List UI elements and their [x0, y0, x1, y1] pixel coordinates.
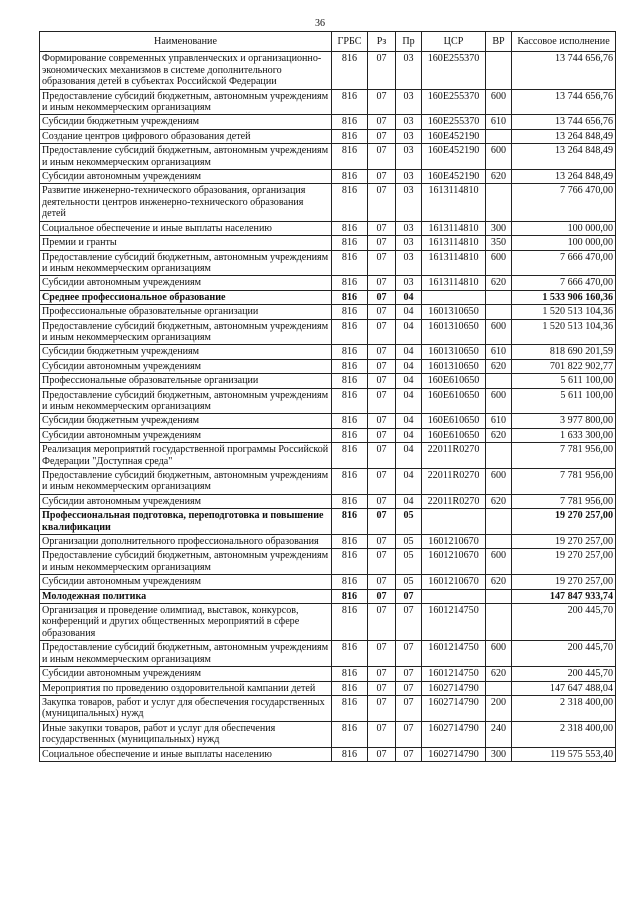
cell-csr: 160E610650: [422, 414, 486, 428]
cell-amount: 200 445,70: [512, 604, 616, 641]
cell-csr: 160E610650: [422, 388, 486, 414]
cell-csr: 1613114810: [422, 184, 486, 221]
cell-rz: 07: [368, 129, 396, 143]
cell-vr: 600: [486, 250, 512, 276]
cell-csr: 160E610650: [422, 374, 486, 388]
cell-amount: 19 270 257,00: [512, 549, 616, 575]
cell-csr: 1602714790: [422, 747, 486, 761]
header-pr: Пр: [396, 32, 422, 52]
cell-amount: 13 744 656,76: [512, 115, 616, 129]
cell-csr: 1601310650: [422, 319, 486, 345]
cell-name: Субсидии бюджетным учреждениям: [40, 115, 332, 129]
table-row: [40, 89, 616, 115]
table-row: [40, 52, 616, 89]
table-row: [40, 443, 616, 469]
cell-pr: 04: [396, 290, 422, 304]
cell-pr: 03: [396, 115, 422, 129]
cell-rz: 07: [368, 443, 396, 469]
cell-name: Субсидии автономным учреждениям: [40, 494, 332, 508]
cell-rz: 07: [368, 681, 396, 695]
table-row: [40, 604, 616, 641]
cell-grbs: 816: [332, 428, 368, 442]
cell-pr: 07: [396, 695, 422, 721]
cell-name: Организации дополнительного профессионального образования: [40, 535, 332, 549]
cell-name: Предоставление субсидий бюджетным, автономным учреждениям и иным некоммерческим организациям: [40, 319, 332, 345]
cell-grbs: 816: [332, 52, 368, 89]
cell-grbs: 816: [332, 443, 368, 469]
cell-rz: 07: [368, 549, 396, 575]
cell-pr: 03: [396, 52, 422, 89]
header-grbs: ГРБС: [332, 32, 368, 52]
table-row: [40, 575, 616, 589]
cell-grbs: 816: [332, 170, 368, 184]
cell-grbs: 816: [332, 535, 368, 549]
cell-name: Иные закупки товаров, работ и услуг для обеспечения государственных (муниципальных) нужд: [40, 721, 332, 747]
cell-grbs: 816: [332, 305, 368, 319]
cell-amount: 200 445,70: [512, 667, 616, 681]
cell-amount: 119 575 553,40: [512, 747, 616, 761]
cell-pr: 04: [396, 414, 422, 428]
cell-vr: [486, 509, 512, 535]
cell-grbs: 816: [332, 221, 368, 235]
table-row: [40, 641, 616, 667]
cell-grbs: 816: [332, 144, 368, 170]
cell-pr: 03: [396, 144, 422, 170]
cell-vr: 610: [486, 414, 512, 428]
cell-name: Профессиональные образовательные организации: [40, 374, 332, 388]
cell-pr: 05: [396, 575, 422, 589]
cell-csr: 160E452190: [422, 170, 486, 184]
page-number: 36: [315, 18, 325, 29]
cell-vr: 200: [486, 695, 512, 721]
cell-amount: 7 666 470,00: [512, 276, 616, 290]
cell-pr: 04: [396, 359, 422, 373]
table-row: [40, 345, 616, 359]
cell-rz: 07: [368, 290, 396, 304]
cell-amount: 19 270 257,00: [512, 509, 616, 535]
table-row: [40, 681, 616, 695]
cell-csr: 160E452190: [422, 129, 486, 143]
cell-csr: 1613114810: [422, 250, 486, 276]
cell-grbs: 816: [332, 129, 368, 143]
cell-pr: 03: [396, 221, 422, 235]
table-row: [40, 170, 616, 184]
cell-amount: 2 318 400,00: [512, 695, 616, 721]
cell-csr: 1602714790: [422, 681, 486, 695]
cell-amount: 818 690 201,59: [512, 345, 616, 359]
cell-grbs: 816: [332, 388, 368, 414]
cell-pr: 03: [396, 184, 422, 221]
cell-name: Развитие инженерно-технического образования, организация деятельности центров инженерно-технического образования детей: [40, 184, 332, 221]
cell-amount: 147 847 933,74: [512, 589, 616, 603]
cell-grbs: 816: [332, 509, 368, 535]
header-vr: ВР: [486, 32, 512, 52]
budget-table: [39, 31, 616, 762]
table-row: [40, 414, 616, 428]
table-header-row: [40, 32, 616, 52]
table-row: [40, 359, 616, 373]
cell-csr: 1601210670: [422, 535, 486, 549]
cell-rz: 07: [368, 144, 396, 170]
cell-name: Среднее профессиональное образование: [40, 290, 332, 304]
cell-vr: 620: [486, 494, 512, 508]
cell-grbs: 816: [332, 184, 368, 221]
cell-amount: 5 611 100,00: [512, 388, 616, 414]
cell-pr: 03: [396, 250, 422, 276]
header-rz: Рз: [368, 32, 396, 52]
cell-rz: 07: [368, 589, 396, 603]
cell-vr: 620: [486, 575, 512, 589]
table-row: [40, 184, 616, 221]
cell-rz: 07: [368, 388, 396, 414]
table-row: [40, 509, 616, 535]
cell-name: Социальное обеспечение и иные выплаты населению: [40, 221, 332, 235]
cell-grbs: 816: [332, 236, 368, 250]
cell-amount: 200 445,70: [512, 641, 616, 667]
cell-name: Профессиональные образовательные организации: [40, 305, 332, 319]
cell-rz: 07: [368, 469, 396, 495]
cell-grbs: 816: [332, 494, 368, 508]
cell-amount: 7 781 956,00: [512, 443, 616, 469]
cell-rz: 07: [368, 641, 396, 667]
cell-name: Субсидии бюджетным учреждениям: [40, 414, 332, 428]
cell-pr: 03: [396, 236, 422, 250]
cell-grbs: 816: [332, 641, 368, 667]
cell-name: Мероприятия по проведению оздоровительной кампании детей: [40, 681, 332, 695]
cell-name: Субсидии автономным учреждениям: [40, 428, 332, 442]
cell-grbs: 816: [332, 290, 368, 304]
cell-grbs: 816: [332, 374, 368, 388]
cell-name: Создание центров цифрового образования детей: [40, 129, 332, 143]
cell-name: Социальное обеспечение и иные выплаты населению: [40, 747, 332, 761]
table-row: [40, 305, 616, 319]
cell-name: Предоставление субсидий бюджетным, автономным учреждениям и иным некоммерческим организациям: [40, 469, 332, 495]
cell-pr: 04: [396, 443, 422, 469]
cell-vr: [486, 535, 512, 549]
cell-name: Субсидии бюджетным учреждениям: [40, 345, 332, 359]
cell-vr: 620: [486, 667, 512, 681]
cell-vr: [486, 443, 512, 469]
cell-grbs: 816: [332, 89, 368, 115]
cell-rz: 07: [368, 250, 396, 276]
cell-amount: 1 520 513 104,36: [512, 305, 616, 319]
cell-pr: 04: [396, 428, 422, 442]
cell-vr: [486, 604, 512, 641]
cell-vr: 600: [486, 89, 512, 115]
cell-rz: 07: [368, 359, 396, 373]
cell-rz: 07: [368, 305, 396, 319]
cell-vr: [486, 374, 512, 388]
table-row: [40, 250, 616, 276]
header-name: Наименование: [40, 32, 332, 52]
cell-amount: 2 318 400,00: [512, 721, 616, 747]
cell-vr: 350: [486, 236, 512, 250]
cell-grbs: 816: [332, 115, 368, 129]
cell-rz: 07: [368, 221, 396, 235]
cell-name: Закупка товаров, работ и услуг для обеспечения государственных (муниципальных) нужд: [40, 695, 332, 721]
cell-grbs: 816: [332, 589, 368, 603]
cell-rz: 07: [368, 52, 396, 89]
cell-vr: [486, 681, 512, 695]
cell-grbs: 816: [332, 319, 368, 345]
cell-grbs: 816: [332, 469, 368, 495]
table-row: [40, 549, 616, 575]
cell-rz: 07: [368, 184, 396, 221]
cell-pr: 04: [396, 388, 422, 414]
cell-amount: 7 766 470,00: [512, 184, 616, 221]
cell-name: Предоставление субсидий бюджетным, автономным учреждениям и иным некоммерческим организациям: [40, 89, 332, 115]
table-row: [40, 115, 616, 129]
table-row: [40, 290, 616, 304]
cell-amount: 1 533 906 160,36: [512, 290, 616, 304]
cell-amount: 13 264 848,49: [512, 129, 616, 143]
cell-vr: 600: [486, 388, 512, 414]
cell-pr: 07: [396, 641, 422, 667]
cell-pr: 04: [396, 374, 422, 388]
cell-vr: 620: [486, 170, 512, 184]
cell-amount: 19 270 257,00: [512, 535, 616, 549]
cell-rz: 07: [368, 170, 396, 184]
cell-amount: 100 000,00: [512, 236, 616, 250]
cell-csr: 1613114810: [422, 236, 486, 250]
cell-grbs: 816: [332, 549, 368, 575]
cell-name: Субсидии автономным учреждениям: [40, 575, 332, 589]
cell-vr: 300: [486, 221, 512, 235]
cell-vr: [486, 290, 512, 304]
cell-pr: 07: [396, 667, 422, 681]
cell-pr: 07: [396, 589, 422, 603]
cell-pr: 07: [396, 721, 422, 747]
cell-amount: 1 520 513 104,36: [512, 319, 616, 345]
cell-csr: 1613114810: [422, 276, 486, 290]
cell-pr: 05: [396, 509, 422, 535]
cell-amount: 701 822 902,77: [512, 359, 616, 373]
cell-csr: 1601310650: [422, 305, 486, 319]
cell-name: Организация и проведение олимпиад, выставок, конкурсов, конференций и других общественных мероприятий в сфере образования: [40, 604, 332, 641]
cell-name: Профессиональная подготовка, переподготовка и повышение квалификации: [40, 509, 332, 535]
header-amount: Кассовое исполнение: [512, 32, 616, 52]
table-body: [40, 52, 616, 762]
cell-rz: 07: [368, 345, 396, 359]
cell-grbs: 816: [332, 604, 368, 641]
cell-pr: 07: [396, 604, 422, 641]
cell-amount: 1 633 300,00: [512, 428, 616, 442]
cell-pr: 04: [396, 469, 422, 495]
cell-grbs: 816: [332, 575, 368, 589]
table-row: [40, 374, 616, 388]
cell-rz: 07: [368, 721, 396, 747]
cell-name: Реализация мероприятий государственной программы Российской Федерации "Доступная среда": [40, 443, 332, 469]
cell-amount: 147 647 488,04: [512, 681, 616, 695]
cell-amount: 7 781 956,00: [512, 469, 616, 495]
cell-csr: 1602714790: [422, 695, 486, 721]
table-row: [40, 221, 616, 235]
cell-rz: 07: [368, 236, 396, 250]
cell-name: Молодежная политика: [40, 589, 332, 603]
cell-vr: 620: [486, 276, 512, 290]
cell-name: Предоставление субсидий бюджетным, автономным учреждениям и иным некоммерческим организациям: [40, 250, 332, 276]
table-row: [40, 721, 616, 747]
cell-grbs: 816: [332, 667, 368, 681]
cell-name: Предоставление субсидий бюджетным, автономным учреждениям и иным некоммерческим организациям: [40, 388, 332, 414]
cell-csr: 1602714790: [422, 721, 486, 747]
cell-amount: 19 270 257,00: [512, 575, 616, 589]
cell-pr: 03: [396, 89, 422, 115]
cell-csr: 1601214750: [422, 641, 486, 667]
cell-csr: [422, 290, 486, 304]
cell-pr: 04: [396, 345, 422, 359]
cell-vr: 240: [486, 721, 512, 747]
cell-csr: 1601210670: [422, 549, 486, 575]
table-row: [40, 276, 616, 290]
table-row: [40, 144, 616, 170]
cell-grbs: 816: [332, 414, 368, 428]
cell-csr: 22011R0270: [422, 443, 486, 469]
header-csr: ЦСР: [422, 32, 486, 52]
cell-vr: 600: [486, 319, 512, 345]
cell-rz: 07: [368, 276, 396, 290]
table-row: [40, 388, 616, 414]
cell-vr: 600: [486, 144, 512, 170]
cell-rz: 07: [368, 604, 396, 641]
cell-csr: 1601214750: [422, 604, 486, 641]
cell-vr: 600: [486, 469, 512, 495]
cell-name: Формирование современных управленческих и организационно-экономических механизмов в системе дополнительного образования детей в субъектах Российской Федерации: [40, 52, 332, 89]
cell-vr: [486, 129, 512, 143]
cell-csr: 22011R0270: [422, 469, 486, 495]
cell-pr: 07: [396, 681, 422, 695]
cell-csr: 1601310650: [422, 345, 486, 359]
cell-rz: 07: [368, 89, 396, 115]
cell-rz: 07: [368, 575, 396, 589]
cell-pr: 03: [396, 129, 422, 143]
cell-amount: 5 611 100,00: [512, 374, 616, 388]
cell-name: Субсидии автономным учреждениям: [40, 170, 332, 184]
cell-pr: 05: [396, 535, 422, 549]
cell-grbs: 816: [332, 681, 368, 695]
cell-rz: 07: [368, 535, 396, 549]
cell-vr: 610: [486, 115, 512, 129]
cell-grbs: 816: [332, 345, 368, 359]
cell-rz: 07: [368, 494, 396, 508]
cell-csr: 160E255370: [422, 52, 486, 89]
cell-name: Предоставление субсидий бюджетным, автономным учреждениям и иным некоммерческим организациям: [40, 549, 332, 575]
cell-csr: 160E255370: [422, 89, 486, 115]
cell-grbs: 816: [332, 747, 368, 761]
cell-name: Субсидии автономным учреждениям: [40, 359, 332, 373]
cell-amount: 13 264 848,49: [512, 170, 616, 184]
cell-csr: 1613114810: [422, 221, 486, 235]
cell-rz: 07: [368, 695, 396, 721]
cell-grbs: 816: [332, 276, 368, 290]
cell-pr: 07: [396, 747, 422, 761]
cell-vr: [486, 589, 512, 603]
cell-pr: 03: [396, 170, 422, 184]
cell-vr: [486, 305, 512, 319]
cell-rz: 07: [368, 747, 396, 761]
cell-amount: 7 666 470,00: [512, 250, 616, 276]
cell-csr: 160E610650: [422, 428, 486, 442]
cell-pr: 03: [396, 276, 422, 290]
cell-csr: 160E255370: [422, 115, 486, 129]
cell-csr: [422, 589, 486, 603]
cell-name: Субсидии автономным учреждениям: [40, 276, 332, 290]
table-row: [40, 319, 616, 345]
cell-name: Премии и гранты: [40, 236, 332, 250]
cell-csr: 160E452190: [422, 144, 486, 170]
cell-pr: 04: [396, 319, 422, 345]
cell-grbs: 816: [332, 359, 368, 373]
cell-rz: 07: [368, 428, 396, 442]
cell-rz: 07: [368, 414, 396, 428]
cell-vr: 600: [486, 641, 512, 667]
cell-name: Предоставление субсидий бюджетным, автономным учреждениям и иным некоммерческим организациям: [40, 144, 332, 170]
cell-csr: 22011R0270: [422, 494, 486, 508]
cell-rz: 07: [368, 115, 396, 129]
cell-vr: 300: [486, 747, 512, 761]
table-row: [40, 129, 616, 143]
cell-vr: [486, 52, 512, 89]
cell-csr: 1601210670: [422, 575, 486, 589]
cell-vr: 600: [486, 549, 512, 575]
cell-amount: 100 000,00: [512, 221, 616, 235]
cell-amount: 13 264 848,49: [512, 144, 616, 170]
cell-csr: 1601214750: [422, 667, 486, 681]
cell-amount: 13 744 656,76: [512, 52, 616, 89]
cell-rz: 07: [368, 374, 396, 388]
table-row: [40, 535, 616, 549]
table-row: [40, 469, 616, 495]
table-row: [40, 428, 616, 442]
cell-amount: 13 744 656,76: [512, 89, 616, 115]
cell-pr: 05: [396, 549, 422, 575]
cell-grbs: 816: [332, 695, 368, 721]
cell-amount: 3 977 800,00: [512, 414, 616, 428]
table-row: [40, 236, 616, 250]
table-row: [40, 589, 616, 603]
cell-pr: 04: [396, 494, 422, 508]
cell-grbs: 816: [332, 721, 368, 747]
cell-vr: 610: [486, 345, 512, 359]
cell-csr: [422, 509, 486, 535]
cell-rz: 07: [368, 509, 396, 535]
table-row: [40, 695, 616, 721]
cell-amount: 7 781 956,00: [512, 494, 616, 508]
table-row: [40, 667, 616, 681]
table-row: [40, 494, 616, 508]
table-row: [40, 747, 616, 761]
cell-name: Предоставление субсидий бюджетным, автономным учреждениям и иным некоммерческим организациям: [40, 641, 332, 667]
cell-name: Субсидии автономным учреждениям: [40, 667, 332, 681]
cell-vr: 620: [486, 428, 512, 442]
cell-vr: 620: [486, 359, 512, 373]
cell-csr: 1601310650: [422, 359, 486, 373]
cell-rz: 07: [368, 319, 396, 345]
cell-pr: 04: [396, 305, 422, 319]
cell-grbs: 816: [332, 250, 368, 276]
cell-rz: 07: [368, 667, 396, 681]
cell-vr: [486, 184, 512, 221]
